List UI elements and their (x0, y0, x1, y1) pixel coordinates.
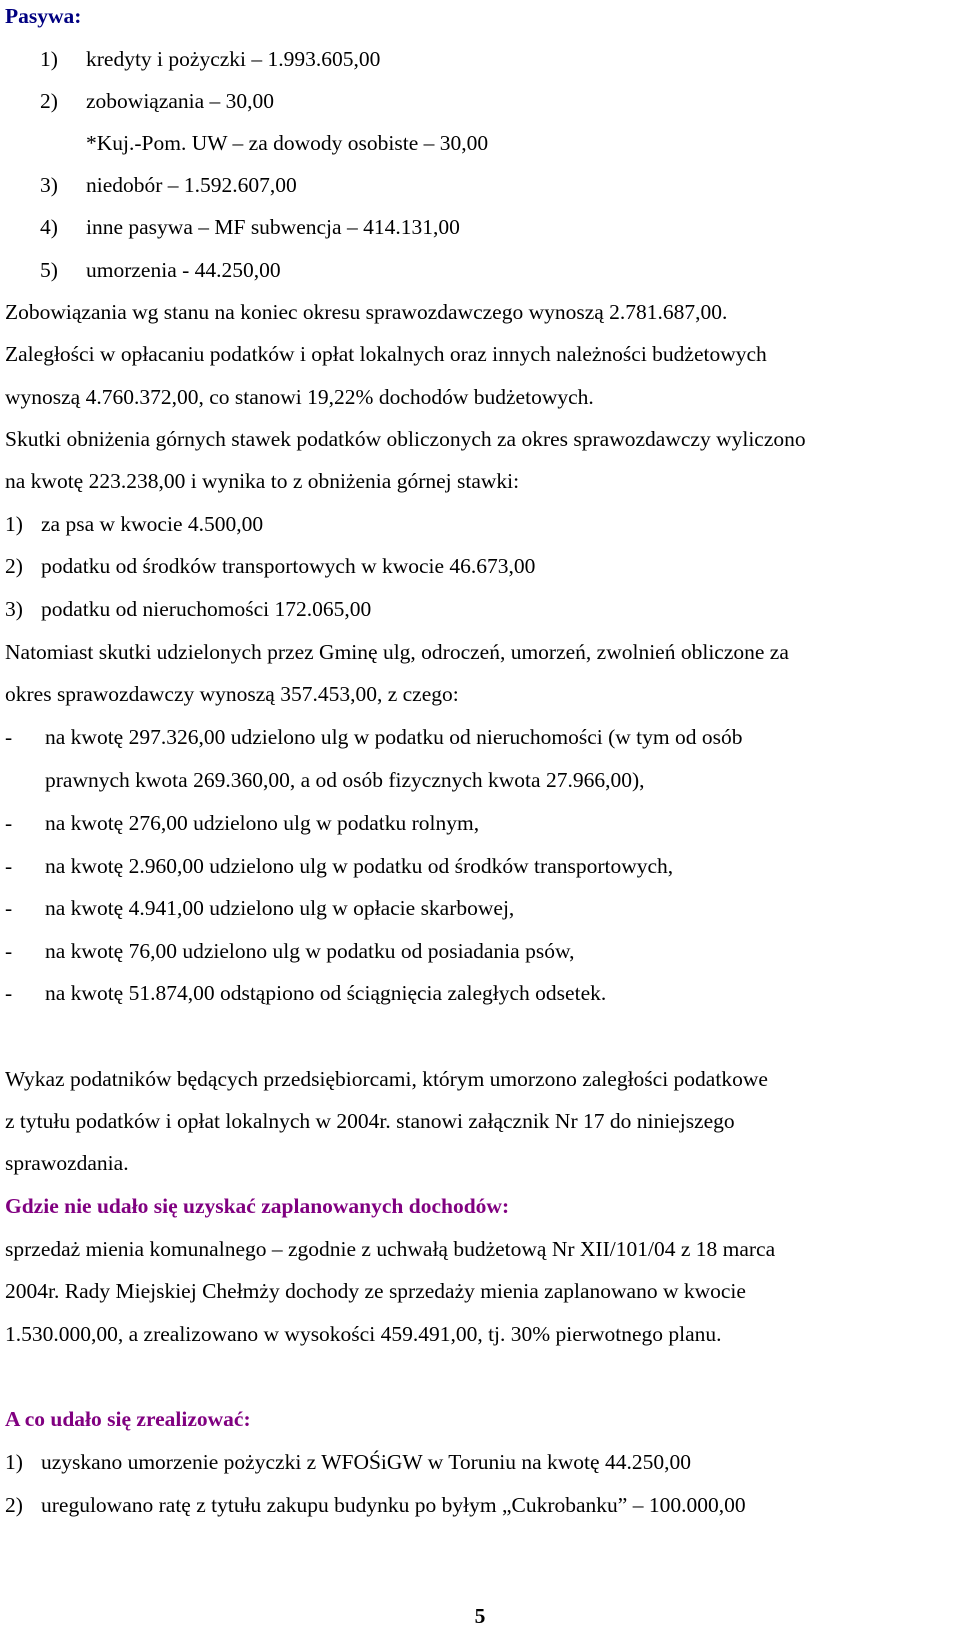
natomiast-text-line: okres sprawozdawczy wynoszą 357.453,00, z czego: (5, 682, 459, 706)
list-text: uregulowano ratę z tytułu zakupu budynku po byłym „Cukrobanku” – 100.000,00 (41, 1493, 746, 1517)
list-number: 2) (5, 1493, 23, 1517)
zaleglosci-text-line: Zaległości w opłacaniu podatków i opłat lokalnych oraz innych należności budżetowych (5, 342, 767, 366)
list-text: uzyskano umorzenie pożyczki z WFOŚiGW w Toruniu na kwotę 44.250,00 (41, 1450, 691, 1474)
list-number: 2) (40, 89, 58, 113)
list-text: prawnych kwota 269.360,00, a od osób fizycznych kwota 27.966,00), (45, 768, 645, 792)
list-dash: - (5, 896, 13, 920)
page-number: 5 (474, 1604, 486, 1628)
list-text: inne pasywa – MF subwencja – 414.131,00 (86, 215, 460, 239)
pasywa-heading: Pasywa: (5, 4, 82, 28)
wykaz-text-line: Wykaz podatników będących przedsiębiorcami, którym umorzono zaległości podatkowe (5, 1067, 768, 1091)
natomiast-text-line: Natomiast skutki udzielonych przez Gminę ulg, odroczeń, umorzeń, zwolnień obliczone za (5, 640, 789, 664)
list-number: 3) (40, 173, 58, 197)
wykaz-text-line: z tytułu podatków i opłat lokalnych w 2004r. stanowi załącznik Nr 17 do niniejszego (5, 1109, 735, 1133)
list-number: 2) (5, 554, 23, 578)
zrealizowac-heading: A co udało się zrealizować: (5, 1407, 251, 1431)
list-text: podatku od nieruchomości 172.065,00 (41, 597, 372, 621)
wykaz-text-line: sprawozdania. (5, 1151, 129, 1175)
list-text: na kwotę 2.960,00 udzielono ulg w podatku od środków transportowych, (45, 854, 674, 878)
list-text: zobowiązania – 30,00 (86, 89, 275, 113)
list-text: na kwotę 4.941,00 udzielono ulg w opłacie skarbowej, (45, 896, 515, 920)
list-text: na kwotę 51.874,00 odstąpiono od ściągnięcia zaległych odsetek. (45, 981, 607, 1005)
list-dash: - (5, 981, 13, 1005)
list-text: na kwotę 297.326,00 udzielono ulg w podatku od nieruchomości (w tym od osób (45, 725, 743, 749)
skutki-text-line: Skutki obniżenia górnych stawek podatków obliczonych za okres sprawozdawczy wyliczono (5, 427, 806, 451)
zaleglosci-text-line: wynoszą 4.760.372,00, co stanowi 19,22% dochodów budżetowych. (5, 385, 594, 409)
list-number: 1) (5, 1450, 23, 1474)
list-text: podatku od środków transportowych w kwocie 46.673,00 (41, 554, 536, 578)
gdzie-text-line: 1.530.000,00, a zrealizowano w wysokości 459.491,00, tj. 30% pierwotnego planu. (5, 1322, 722, 1346)
list-text: na kwotę 276,00 udzielono ulg w podatku rolnym, (45, 811, 480, 835)
list-text: *Kuj.-Pom. UW – za dowody osobiste – 30,00 (86, 131, 489, 155)
skutki-text-line: na kwotę 223.238,00 i wynika to z obniżenia górnej stawki: (5, 469, 520, 493)
list-number: 1) (5, 512, 23, 536)
list-text: za psa w kwocie 4.500,00 (41, 512, 264, 536)
gdzie-text-line: 2004r. Rady Miejskiej Chełmży dochody ze sprzedaży mienia zaplanowano w kwocie (5, 1279, 746, 1303)
list-text: umorzenia - 44.250,00 (86, 258, 281, 282)
list-number: 1) (40, 47, 58, 71)
list-text: na kwotę 76,00 udzielono ulg w podatku od posiadania psów, (45, 939, 575, 963)
gdzie-heading: Gdzie nie udało się uzyskać zaplanowanych dochodów: (5, 1194, 510, 1218)
list-number: 4) (40, 215, 58, 239)
list-dash: - (5, 811, 13, 835)
list-text: kredyty i pożyczki – 1.993.605,00 (86, 47, 381, 71)
list-number: 5) (40, 258, 58, 282)
list-dash: - (5, 854, 13, 878)
list-text: niedobór – 1.592.607,00 (86, 173, 297, 197)
gdzie-text-line: sprzedaż mienia komunalnego – zgodnie z uchwałą budżetową Nr XII/101/04 z 18 marca (5, 1237, 776, 1261)
list-dash: - (5, 725, 13, 749)
list-dash: - (5, 939, 13, 963)
zobowiazania-text: Zobowiązania wg stanu na koniec okresu sprawozdawczego wynoszą 2.781.687,00. (5, 300, 728, 324)
list-number: 3) (5, 597, 23, 621)
